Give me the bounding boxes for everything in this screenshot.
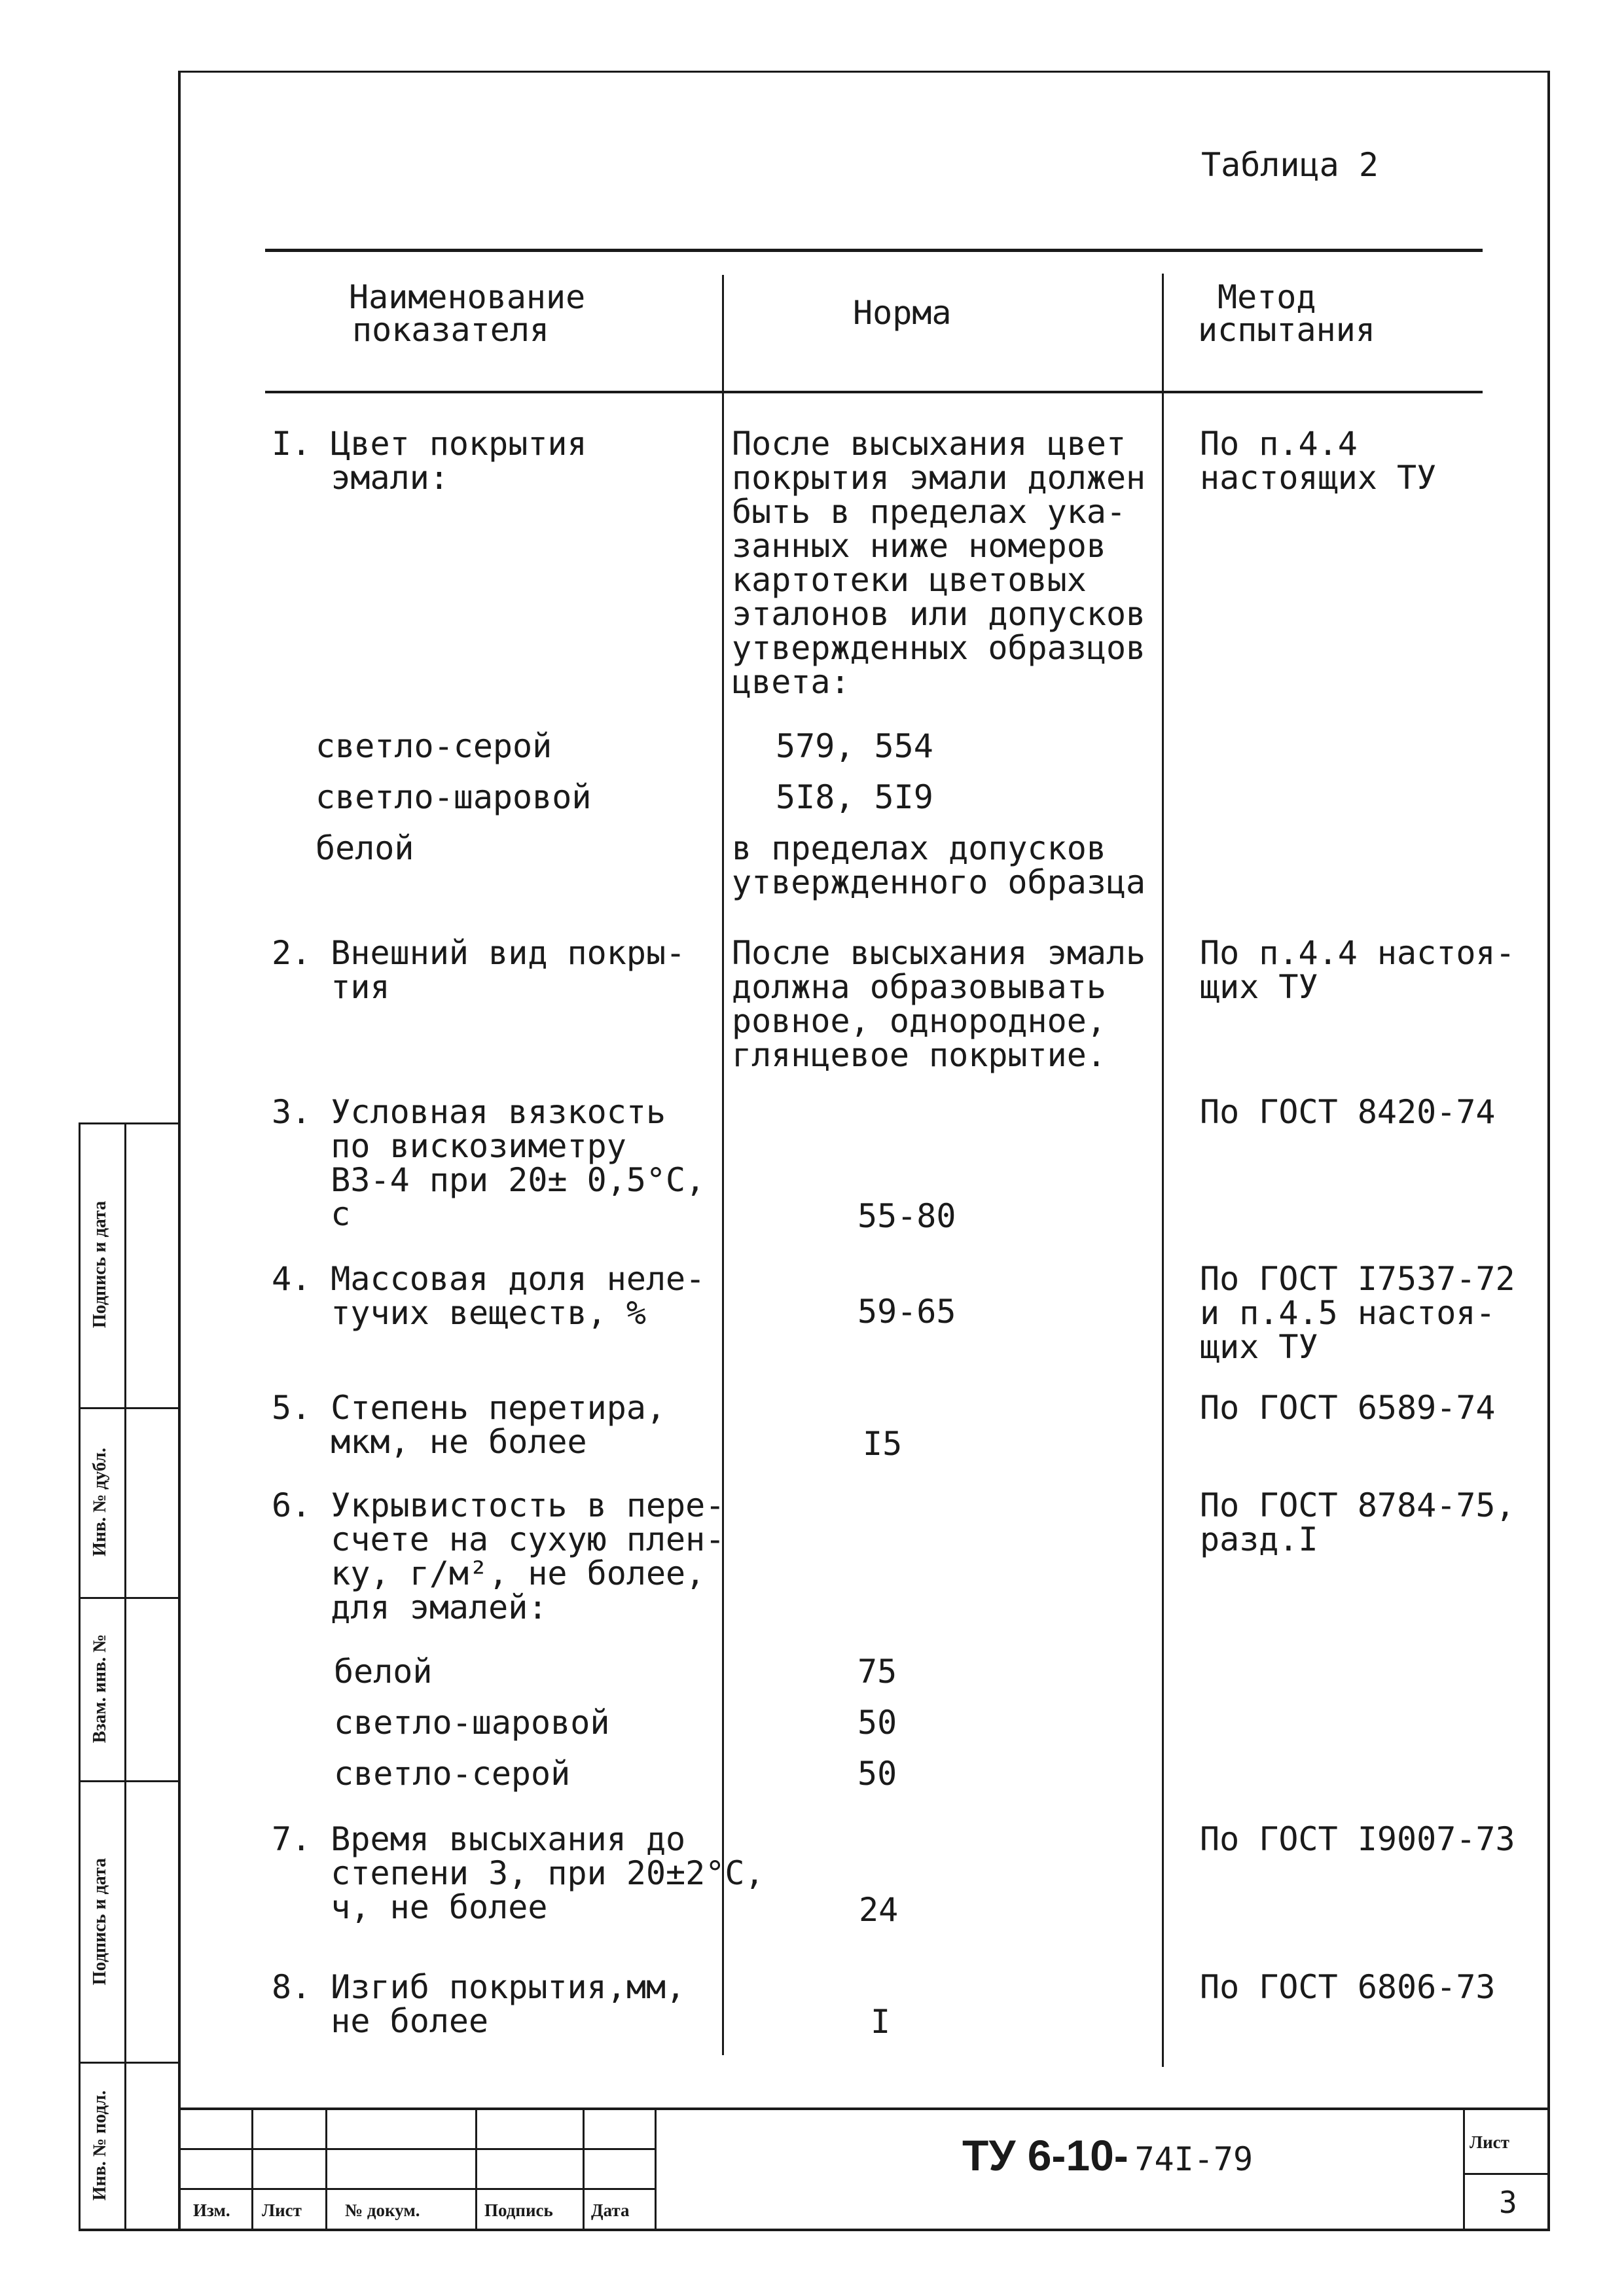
row1-name-line-1: I. Цвет покрытия <box>272 425 587 463</box>
row1-norm-line-5: картотеки цветовых <box>732 561 1087 599</box>
stamp-sheet-number: 3 <box>1499 2185 1517 2220</box>
side-div-4 <box>79 1780 179 1782</box>
row5-method: По ГОСТ 6589-74 <box>1200 1389 1496 1427</box>
row1-sub1-name: светло-серой <box>316 727 552 765</box>
stamp-col-list: Лист <box>262 2200 302 2220</box>
frame-left <box>178 71 181 2231</box>
row1-norm-line-6: эталонов или допусков <box>732 595 1146 633</box>
row8-method: По ГОСТ 6806-73 <box>1200 1968 1496 2006</box>
row2-name-line-2: тия <box>272 968 390 1006</box>
row6-name-line-3: ку, г/м², не более, <box>272 1554 706 1592</box>
row6-name-line-2: счете на сухую плен- <box>272 1520 725 1558</box>
stamp-top-line <box>178 2108 1550 2110</box>
row3-norm: 55-80 <box>857 1197 956 1235</box>
row1-sub2-name: светло-шаровой <box>316 778 592 816</box>
row3-name-line-1: 3. Условная вязкость <box>272 1093 666 1131</box>
row6-sub1-name: белой <box>334 1653 433 1691</box>
row1-sub2-norm: 5I8, 5I9 <box>776 778 933 816</box>
row1-norm-line-7: утвержденных образцов <box>732 629 1146 667</box>
row7-name-line-1: 7. Время высыхания до <box>272 1820 686 1858</box>
frame-top <box>178 71 1550 73</box>
side-label-podpis-1: Подпись и дата <box>90 1857 110 1986</box>
row1-sub3-name: белой <box>316 829 414 867</box>
row6-sub2-name: светло-шаровой <box>334 1704 610 1742</box>
row4-method-line-3: щих ТУ <box>1200 1328 1318 1366</box>
row7-norm: 24 <box>859 1891 899 1929</box>
stamp-col-div-5 <box>655 2109 657 2231</box>
row3-name-line-3: ВЗ-4 при 20± 0,5°С, <box>272 1161 706 1199</box>
row3-name-line-4: с <box>272 1195 351 1233</box>
row6-method-line-2: разд.I <box>1200 1520 1318 1558</box>
header-rule-bottom <box>265 391 1483 393</box>
row2-name-line-1: 2. Внешний вид покры- <box>272 934 686 972</box>
row2-method-line-1: По п.4.4 настоя- <box>1200 934 1515 972</box>
frame-bottom <box>79 2229 1550 2231</box>
row6-name-line-1: 6. Укрывистость в пере- <box>272 1486 725 1524</box>
row8-norm: I <box>871 2003 891 2041</box>
row6-sub1-norm: 75 <box>857 1653 897 1691</box>
stamp-col-div-1 <box>251 2109 253 2231</box>
side-label-vzam-inv: Взам. инв. № <box>90 1634 110 1744</box>
row6-method-line-1: По ГОСТ 8784-75, <box>1200 1486 1515 1524</box>
header-name-line-2: показателя <box>352 311 550 349</box>
row2-norm-line-2: должна образовывать <box>732 968 1106 1006</box>
document-code <box>962 2130 1253 2180</box>
row2-method-line-2: щих ТУ <box>1200 968 1318 1006</box>
side-strip-mid <box>124 1122 126 2230</box>
header-name-line-1: Наименование <box>349 278 586 316</box>
side-div-2 <box>79 1407 179 1409</box>
row8-name-line-2: не более <box>272 2002 489 2040</box>
stamp-col-podpis: Подпись <box>484 2200 553 2220</box>
row1-norm-line-2: покрытия эмали должен <box>732 459 1146 497</box>
row7-name-line-2: степени 3, при 20±2°С, <box>272 1854 765 1892</box>
row6-sub3-name: светло-серой <box>334 1755 571 1793</box>
header-method-line-1: Метод <box>1218 278 1316 316</box>
header-norm: Норма <box>853 294 952 332</box>
stamp-col-data: Дата <box>591 2200 630 2220</box>
row4-method-line-2: и п.4.5 настоя- <box>1200 1294 1496 1332</box>
row1-norm-line-1: После высыхания цвет <box>732 425 1127 463</box>
side-strip-left <box>79 1122 81 2230</box>
stamp-sheet-label: Лист <box>1470 2132 1509 2152</box>
side-label-podpis-2: Подпись и дата <box>90 1200 110 1329</box>
header-rule-top <box>265 249 1483 252</box>
row2-norm-line-1: После высыхания эмаль <box>732 934 1146 972</box>
row1-method-line-1: По п.4.4 <box>1200 425 1358 463</box>
row1-norm-line-8: цвета: <box>732 663 850 701</box>
stamp-col-dokum: № докум. <box>345 2200 420 2220</box>
row4-norm: 59-65 <box>857 1293 956 1331</box>
row3-method: По ГОСТ 8420-74 <box>1200 1093 1496 1131</box>
stamp-col-izm: Изм. <box>193 2200 230 2220</box>
side-div-1 <box>79 1122 179 1124</box>
column-divider-2 <box>1162 274 1164 2067</box>
row6-sub2-norm: 50 <box>857 1704 897 1742</box>
row1-method-line-2: настоящих ТУ <box>1200 459 1437 497</box>
row4-name-line-1: 4. Массовая доля неле- <box>272 1260 706 1298</box>
row6-sub3-norm: 50 <box>857 1755 897 1793</box>
table-label: Таблица 2 <box>1201 146 1379 184</box>
stamp-col-div-2 <box>325 2109 327 2231</box>
row1-norm-line-4: занных ниже номеров <box>732 527 1106 565</box>
row7-method: По ГОСТ I9007-73 <box>1200 1820 1515 1858</box>
row4-name-line-2: тучих веществ, % <box>272 1294 646 1332</box>
row2-norm-line-3: ровное, однородное, <box>732 1002 1106 1040</box>
row1-sub3-norm-line-1: в пределах допусков <box>732 829 1106 867</box>
document-code-main: ТУ 6-10- <box>962 2131 1128 2179</box>
row8-name-line-1: 8. Изгиб покрытия,мм, <box>272 1968 686 2006</box>
row7-name-line-3: ч, не более <box>272 1888 548 1926</box>
column-divider-1 <box>722 275 724 2055</box>
row5-name-line-2: мкм, не более <box>272 1423 587 1461</box>
side-label-inv-podl: Инв. № подл. <box>90 2090 110 2201</box>
row4-method-line-1: По ГОСТ I7537-72 <box>1200 1260 1515 1298</box>
row1-name-line-2: эмали: <box>272 459 449 497</box>
stamp-sheet-line <box>1463 2173 1549 2175</box>
stamp-sheet-div <box>1463 2109 1465 2231</box>
frame-right <box>1547 71 1550 2231</box>
row1-sub1-norm: 579, 554 <box>776 727 933 765</box>
row2-norm-line-4: глянцевое покрытие. <box>732 1036 1106 1074</box>
stamp-col-div-3 <box>475 2109 477 2231</box>
row1-sub3-norm-line-2: утвержденного образца <box>732 863 1146 901</box>
row5-norm: I5 <box>863 1425 903 1463</box>
row1-norm-line-3: быть в пределах ука- <box>732 493 1127 531</box>
row5-name-line-1: 5. Степень перетира, <box>272 1389 666 1427</box>
row6-name-line-4: для эмалей: <box>272 1588 548 1626</box>
document-code-number: 74I-79 <box>1134 2140 1254 2178</box>
header-method-line-2: испытания <box>1198 311 1375 349</box>
stamp-col-div-4 <box>583 2109 585 2231</box>
row3-name-line-2: по вискозиметру <box>272 1127 626 1165</box>
side-label-inv-dubl: Инв. № дубл. <box>90 1448 110 1556</box>
